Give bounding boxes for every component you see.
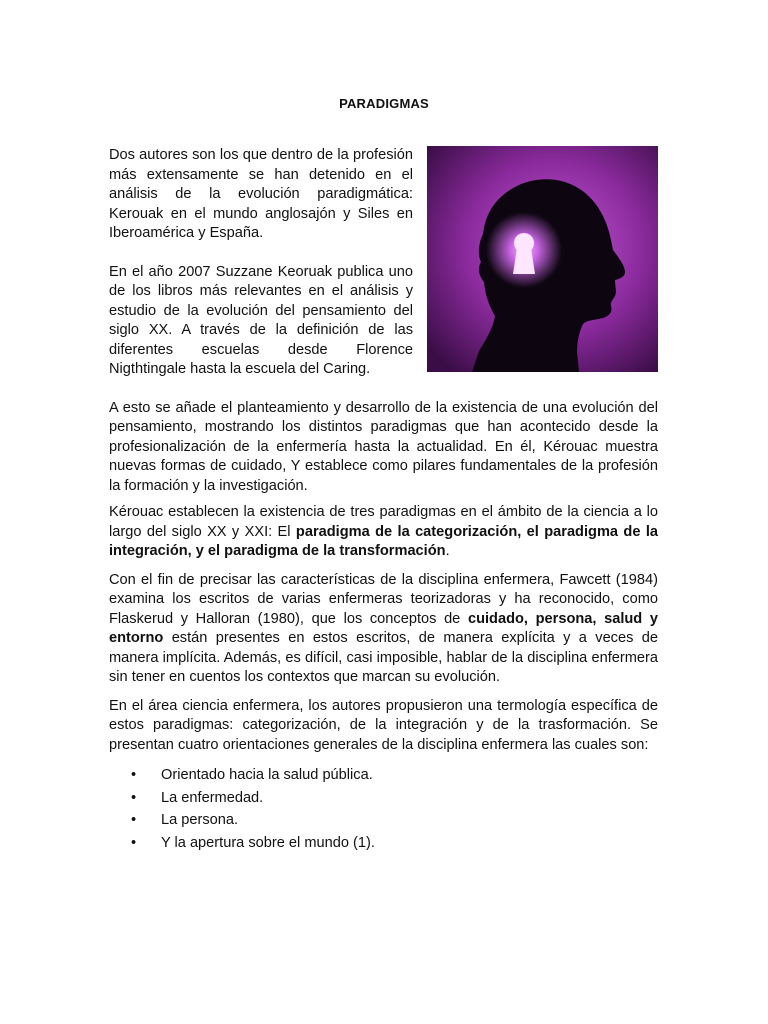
list-item	[109, 764, 658, 787]
bullet-icon: •	[131, 834, 137, 851]
bullet-icon: •	[131, 789, 137, 806]
list-item-text: Y la apertura sobre el mundo (1).	[161, 834, 375, 851]
bullet-icon: •	[131, 767, 137, 783]
bullet-icon: •	[131, 812, 137, 828]
concepts-bold-text: cuidado, persona, salud y entorno	[109, 610, 658, 646]
paragraph-fawcett-text: Con el fin de precisar las características de la disciplina enfermera, Fawcett (1984) examina los escritos de varias enfermeras teorizadoras y ha reconocido, como Flaskerud y Halloran (1980), que los conceptos de	[109, 571, 658, 627]
list-item-text: La persona.	[161, 812, 239, 828]
paragraph-terminology: En el área ciencia enfermera, los autores propusieron una termología específica de estos paradigmas: categorización, de la integración y de la trasformación. Se presentan cuatro orientaciones generales de la disciplina enfermera las cuales son:	[109, 697, 658, 753]
document-body	[109, 146, 658, 854]
keyhole-head-illustration	[427, 146, 658, 372]
paragraph-keoruak: En el año 2007 Suzzane Keoruak publica uno de los libros más relevantes en el análisis y estudio de la evolución del pensamiento del siglo XX. A través de la definición de las diferentes escuelas desde Florence Nigthtingale hasta la escuela del Caring.	[109, 263, 413, 377]
paragraph-intro: Dos autores son los que dentro de la profesión más extensamente se han detenido en el análisis de la evolución paradigmática: Kerouak en el mundo anglosajón y Siles en Iberoamérica y España.	[109, 147, 413, 241]
paragraph-fawcett	[109, 571, 658, 688]
orientations-list	[109, 764, 658, 854]
paragraph-evolution: A esto se añade el planteamiento y desarrollo de la existencia de una evolución del pensamiento, mostrando los distintos paradigmas que han acontecido desde la profesionalización de la enfermería hasta la actualidad. En él, Kérouac muestra nuevas formas de cuidado, Y establece como pilares fundamentales de la profesión la formación y la investigación.	[109, 399, 658, 494]
paragraph-fawcett-end: están presentes en estos escritos, de manera explícita y a veces de manera implícita. Además, es difícil, casi imposible, hablar de la disciplina enfermera sin tener en cuentos los contextos que marcan su evolución.	[109, 630, 658, 685]
list-item	[109, 832, 658, 855]
list-item	[109, 787, 658, 810]
paragraph-three-paradigms-text: Kérouac establecen la existencia de tres paradigmas en el ámbito de la ciencia a lo largo del siglo XX y XXI: El	[109, 504, 658, 540]
head-silhouette-image	[427, 146, 658, 372]
paragraph-three-paradigms	[109, 503, 658, 562]
paragraph-three-paradigms-end: .	[445, 543, 450, 559]
list-item-text: La enfermedad.	[161, 789, 264, 806]
page-title: PARADIGMAS	[339, 96, 429, 111]
list-item	[109, 809, 658, 832]
paradigms-bold-text: paradigma de la categorización, el paradigma de la integración, y el paradigma de la transformación	[109, 523, 658, 559]
list-item-text: Orientado hacia la salud pública.	[161, 767, 373, 783]
